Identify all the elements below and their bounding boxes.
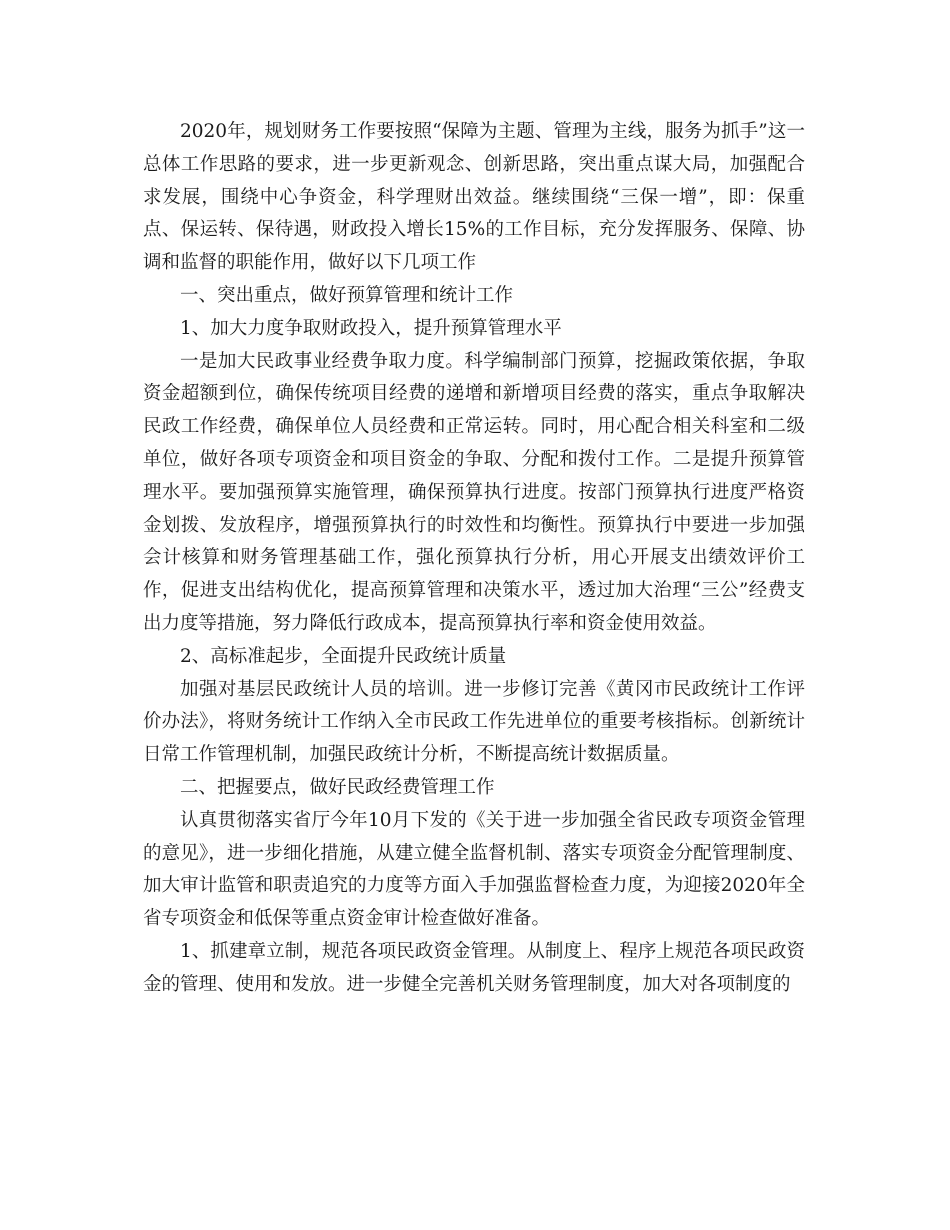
body-paragraph-statistics: 加强对基层民政统计人员的培训。进一步修订完善《黄冈市民政统计工作评价办法》，将财务统计工作纳入全市民政工作先进单位的重要考核指标。创新统计日常工作管理机制，加强民政统计分析，不断提高统计数据质量。 xyxy=(143,678,805,766)
section-heading-1: 一、突出重点，做好预算管理和统计工作 xyxy=(180,284,514,306)
body-paragraph-budget: 一是加大民政事业经费争取力度。科学编制部门预算，挖掘政策依据，争取资金超额到位，确保传统项目经费的递增和新增项目经费的落实，重点争取解决民政工作经费，确保单位人员经费和正常运转。同时，用心配合相关科室和二级单位，做好各项专项资金和项目资金的争取、分配和拨付工作。二是提升预算管理水平。要加强预算实施管理，确保预算执行进度。按部门预算执行进度严格资金划拨、发放程序，增强预算执行的时效性和均衡性。预算执行中要进一步加强会计核算和财务管理基础工作，强化预算执行分析，用心开展支出绩效评价工作，促进支出结构优化，提高预算管理和决策水平，透过加大治理“三公”经费支出力度等措施，努力降低行政成本，提高预算执行率和资金使用效益。 xyxy=(143,350,805,634)
subsection-heading-1-1: 1、加大力度争取财政投入，提升预算管理水平 xyxy=(180,317,562,339)
intro-paragraph: 2020年，规划财务工作要按照“保障为主题、管理为主线，服务为抓手”这一总体工作思路的要求，进一步更新观念、创新思路，突出重点谋大局，加强配合求发展，围绕中心争资金，科学理财出效益。继续围绕“三保一增”，即：保重点、保运转、保待遇，财政投入增长15%的工作目标，充分发挥服务、保障、协调和监督的职能作用，做好以下几项工作 xyxy=(143,121,805,274)
document-body xyxy=(143,116,805,1002)
subsection-heading-1-2: 2、高标准起步，全面提升民政统计质量 xyxy=(180,645,507,667)
body-paragraph-regulations: 1、抓建章立制，规范各项民政资金管理。从制度上、程序上规范各项民政资金的管理、使用和发放。进一步健全完善机关财务管理制度，加大对各项制度的 xyxy=(143,940,805,995)
body-paragraph-funds: 认真贯彻落实省厅今年10月下发的《关于进一步加强全省民政专项资金管理的意见》，进一步细化措施，从建立健全监督机制、落实专项资金分配管理制度、加大审计监管和职责追究的力度等方面入手加强监督检查力度，为迎接2020年全省专项资金和低保等重点资金审计检查做好准备。 xyxy=(143,809,805,930)
section-heading-2: 二、把握要点，做好民政经费管理工作 xyxy=(180,776,495,798)
